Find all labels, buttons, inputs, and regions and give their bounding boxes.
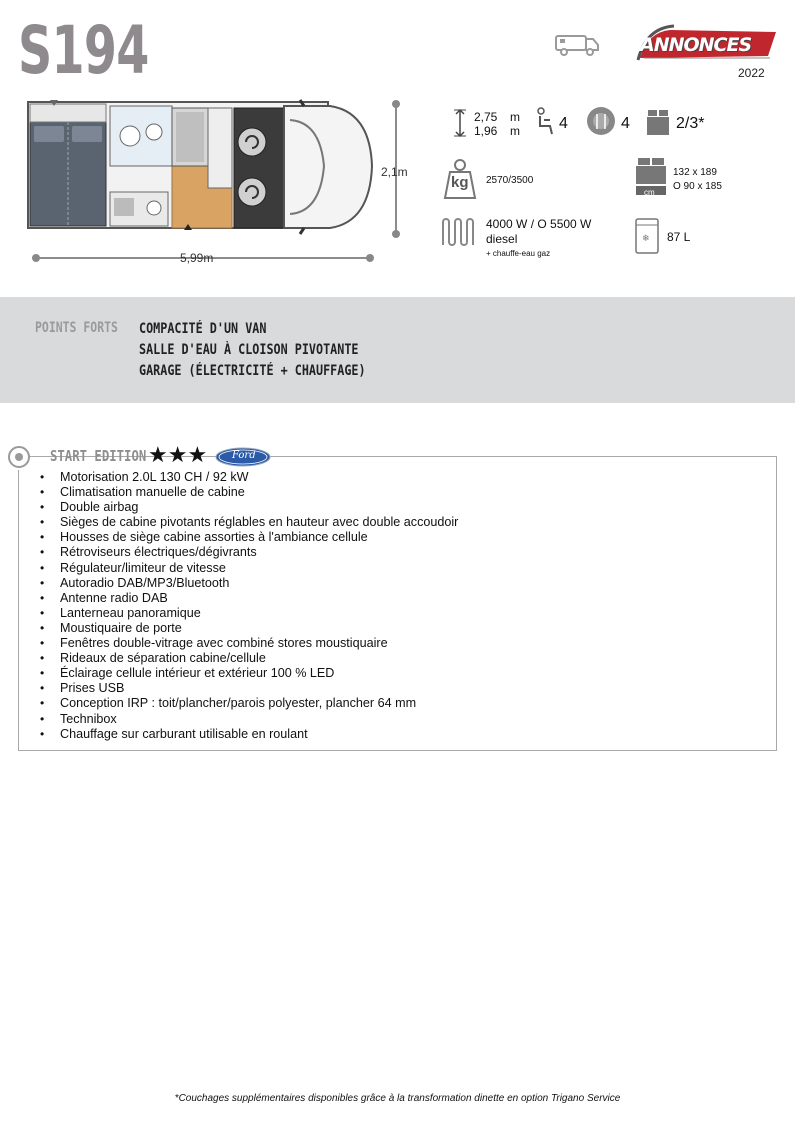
height-icon (452, 108, 468, 138)
heating-line-2: diesel (486, 232, 518, 246)
list-item: • Éclairage cellule intérieur et extérieur 100 % LED (38, 666, 458, 681)
height-unit: m (510, 110, 520, 124)
height-total: 2,75 (474, 110, 498, 124)
points-forts-item: SALLE D'EAU À CLOISON PIVOTANTE (139, 342, 359, 358)
list-item: • Prises USB (38, 681, 458, 696)
list-item: • Autoradio DAB/MP3/Bluetooth (38, 576, 458, 591)
heating-line-3: + chauffe-eau gaz (486, 249, 551, 258)
bed-icon (646, 106, 670, 136)
dining-icon (586, 106, 616, 136)
features-list (38, 470, 458, 742)
heating-line-1: 4000 W / O 5500 W (486, 217, 592, 231)
list-item: • Rétroviseurs électriques/dégivrants (38, 545, 458, 560)
fridge-icon (634, 217, 660, 255)
rating-stars: ★★★ (148, 442, 208, 467)
features-box-border (18, 470, 19, 751)
svg-text:❄: ❄ (642, 234, 650, 244)
height-unit: m (510, 124, 520, 138)
bed-size-icon-label: cm (644, 188, 655, 197)
list-item: • Sièges de cabine pivotants réglables en hauteur avec double accoudoir (38, 515, 458, 530)
list-item: • Antenne radio DAB (38, 591, 458, 606)
edition-title: START EDITION (50, 447, 147, 465)
year-label: 2022 (738, 66, 765, 80)
length-dimension: 5,99m (180, 251, 214, 265)
floor-plan (24, 92, 414, 272)
radio-icon[interactable] (8, 446, 30, 468)
list-item: • Lanterneau panoramique (38, 606, 458, 621)
width-dimension: 2,1m (381, 165, 408, 179)
van-logo-icon (553, 30, 601, 58)
weight-icon-label: kg (451, 174, 469, 191)
weight-value: 2570/3500 (486, 175, 534, 186)
footnote: *Couchages supplémentaires disponibles grâce à la transformation dinette en option Trigano Service (174, 1093, 621, 1104)
points-forts-label: POINTS FORTS (35, 320, 118, 336)
fridge-value: 87 L (667, 230, 691, 244)
list-item: • Fenêtres double-vitrage avec combiné stores moustiquaire (38, 636, 458, 651)
ford-logo-text: Ford (232, 450, 256, 461)
list-item: • Chauffage sur carburant utilisable en roulant (38, 727, 458, 742)
list-item: • Rideaux de séparation cabine/cellule (38, 651, 458, 666)
points-forts-item: COMPACITÉ D'UN VAN (139, 321, 267, 337)
list-item: • Double airbag (38, 500, 458, 515)
couchages-value: 2/3* (676, 115, 705, 132)
list-item: • Climatisation manuelle de cabine (38, 485, 458, 500)
seats-value: 4 (559, 115, 568, 132)
dining-value: 4 (621, 115, 630, 132)
list-item: • Moustiquaire de porte (38, 621, 458, 636)
list-item: • Technibox (38, 712, 458, 727)
bed-size-2: O 90 x 185 (673, 181, 722, 192)
list-item: • Housses de siège cabine assorties à l'ambiance cellule (38, 530, 458, 545)
height-inside: 1,96 (474, 124, 498, 138)
points-forts-list (139, 319, 409, 382)
heater-icon (440, 217, 480, 247)
seat-icon (536, 106, 556, 136)
model-title: S194 (18, 12, 149, 89)
brand-name: ANNONCES (640, 34, 752, 56)
list-item: • Régulateur/limiteur de vitesse (38, 561, 458, 576)
bed-size-1: 132 x 189 (673, 167, 717, 178)
points-forts-item: GARAGE (ÉLECTRICITÉ + CHAUFFAGE) (139, 363, 366, 379)
list-item: • Conception IRP : toit/plancher/parois polyester, plancher 64 mm (38, 696, 458, 711)
list-item: • Motorisation 2.0L 130 CH / 92 kW (38, 470, 458, 485)
